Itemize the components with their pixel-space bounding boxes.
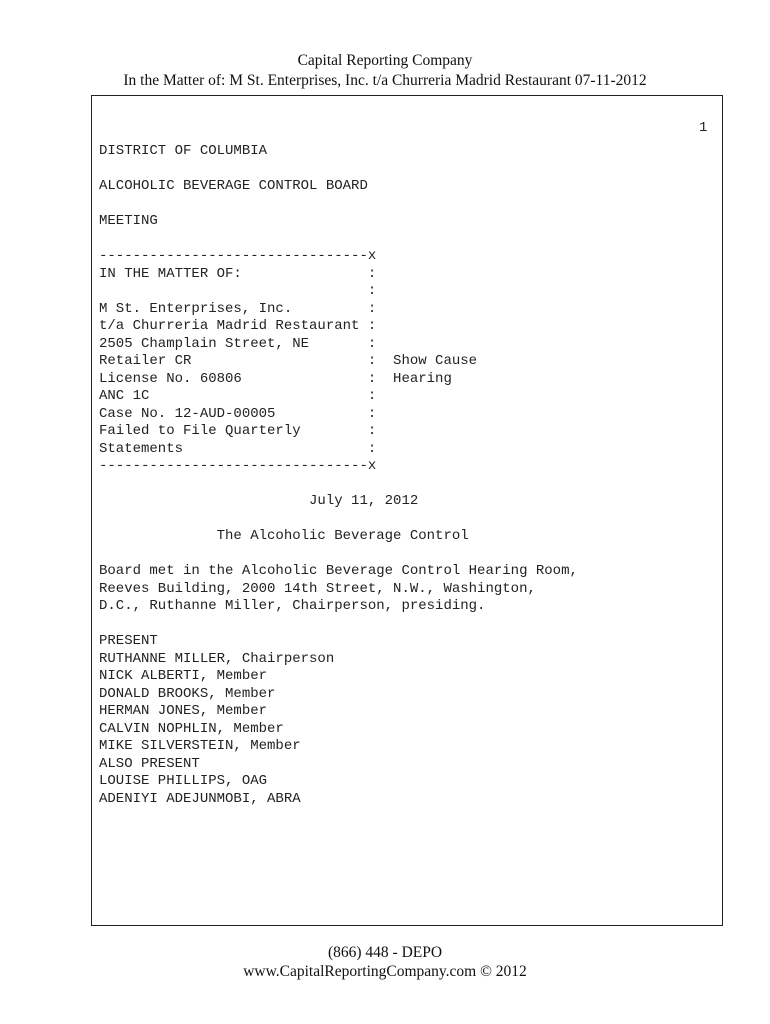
transcript-line (99, 196, 578, 214)
transcript-line: t/a Churreria Madrid Restaurant : (99, 318, 377, 334)
transcript-line (99, 161, 578, 179)
transcript-line: License No. 60806 : Hearing (99, 370, 452, 387)
transcript-line: MIKE SILVERSTEIN, Member (99, 738, 301, 754)
transcript-body (99, 143, 578, 808)
transcript-line: ALSO PRESENT (99, 755, 200, 772)
transcript-line: --------------------------------x (99, 458, 377, 474)
transcript-line: DONALD BROOKS, Member (99, 685, 276, 702)
transcript-line: CALVIN NOPHLIN, Member (99, 720, 284, 737)
transcript-line: ADENIYI ADEJUNMOBI, ABRA (99, 790, 301, 807)
transcript-line: July 11, 2012 (99, 493, 419, 509)
transcript-line (99, 546, 578, 564)
transcript-line: MEETING (99, 213, 158, 229)
transcript-line (99, 231, 578, 249)
transcript-line (99, 476, 578, 494)
transcript-line: DISTRICT OF COLUMBIA (99, 143, 268, 159)
page-number: 1 (699, 120, 708, 136)
transcript-line: : (99, 283, 377, 299)
transcript-line: Case No. 12-AUD-00005 : (99, 405, 377, 422)
header-company: Capital Reporting Company (297, 52, 473, 69)
transcript-line: D.C., Ruthanne Miller, Chairperson, presiding. (99, 598, 486, 614)
transcript-line: M St. Enterprises, Inc. : (99, 300, 377, 317)
transcript-line: HERMAN JONES, Member (99, 703, 268, 719)
transcript-line: Board met in the Alcoholic Beverage Control Hearing Room, (99, 563, 578, 579)
transcript-line: RUTHANNE MILLER, Chairperson (99, 650, 335, 667)
transcript-line: NICK ALBERTI, Member (99, 668, 268, 684)
header-matter: In the Matter of: M St. Enterprises, Inc. t/a Churreria Madrid Restaurant 07-11-2012 (123, 72, 647, 89)
transcript-line: Statements : (99, 440, 377, 457)
transcript-line: The Alcoholic Beverage Control (99, 528, 469, 544)
transcript-line: IN THE MATTER OF: : (99, 265, 377, 282)
transcript-line: 2505 Champlain Street, NE : (99, 335, 377, 352)
transcript-line: ALCOHOLIC BEVERAGE CONTROL BOARD (99, 178, 368, 194)
transcript-line: Failed to File Quarterly : (99, 423, 377, 439)
transcript-line: --------------------------------x (99, 248, 377, 264)
transcript-line: Reeves Building, 2000 14th Street, N.W., Washington, (99, 580, 536, 597)
transcript-line (99, 616, 578, 634)
transcript-line: Retailer CR : Show Cause (99, 353, 478, 369)
transcript-line (99, 511, 578, 529)
footer-phone: (866) 448 - DEPO (327, 944, 443, 961)
transcript-line: ANC 1C : (99, 388, 377, 404)
transcript-line: PRESENT (99, 633, 158, 649)
transcript-line: LOUISE PHILLIPS, OAG (99, 773, 268, 789)
footer-website: www.CapitalReportingCompany.com © 2012 (243, 963, 527, 980)
